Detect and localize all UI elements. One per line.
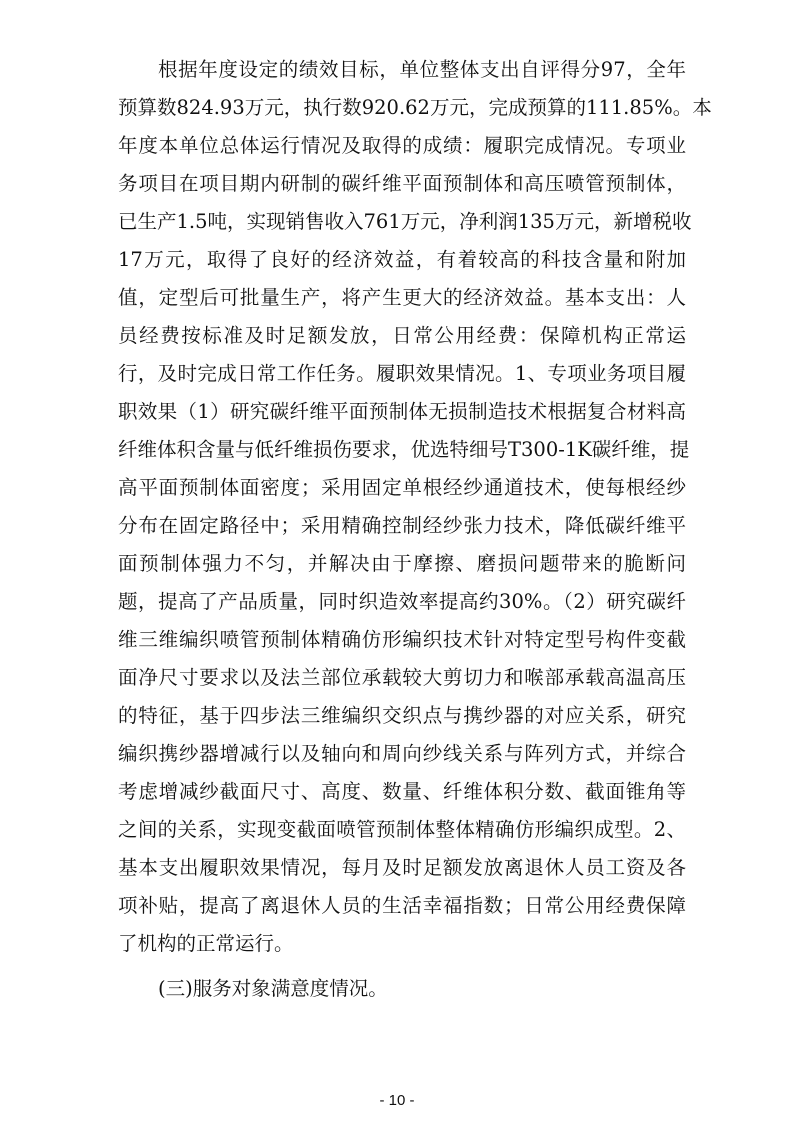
paragraph-line: 值，定型后可批量生产，将产生更大的经济效益。基本支出：人 (118, 286, 686, 309)
paragraph-line: 项补贴，提高了离退休人员的生活幸福指数；日常公用经费保障 (118, 894, 686, 917)
paragraph-line: 17万元，取得了良好的经济效益，有着较高的科技含量和附加 (118, 248, 686, 271)
paragraph-line: 编织携纱器增减行以及轴向和周向纱线关系与阵列方式，并综合 (118, 742, 686, 765)
paragraph-line: 预算数824.93万元，执行数920.62万元，完成预算的111.85%。本 (118, 96, 712, 119)
paragraph-line: 纤维体积含量与低纤维损伤要求，优选特细号T300-1K碳纤维，提 (118, 438, 690, 461)
paragraph-line: 考虑增减纱截面尺寸、高度、数量、纤维体积分数、截面锥角等 (118, 780, 686, 803)
paragraph-line: 维三维编织喷管预制体精确仿形编织技术针对特定型号构件变截 (118, 628, 686, 651)
paragraph-line: 基本支出履职效果情况，每月及时足额发放离退休人员工资及各 (118, 856, 686, 879)
paragraph-line: 面净尺寸要求以及法兰部位承载较大剪切力和喉部承载高温高压 (118, 666, 686, 689)
paragraph-line: 题，提高了产品质量，同时织造效率提高约30%。（2）研究碳纤 (118, 590, 686, 613)
paragraph-line: 已生产1.5吨，实现销售收入761万元，净利润135万元，新增税收 (118, 210, 692, 233)
paragraph-line: 了机构的正常运行。 (118, 932, 294, 955)
paragraph-line: 高平面预制体面密度；采用固定单根经纱通道技术，使每根经纱 (118, 476, 686, 499)
paragraph-line: 分布在固定路径中；采用精确控制经纱张力技术，降低碳纤维平 (118, 514, 686, 537)
paragraph-line: 面预制体强力不匀，并解决由于摩擦、磨损问题带来的脆断问 (118, 552, 686, 575)
paragraph-line: 务项目在项目期内研制的碳纤维平面预制体和高压喷管预制体， (118, 172, 686, 195)
page-number: - 10 - (379, 1092, 415, 1109)
paragraph-line: 职效果（1）研究碳纤维平面预制体无损制造技术根据复合材料高 (118, 400, 686, 423)
paragraph-line: 行，及时完成日常工作任务。履职效果情况。1、专项业务项目履 (118, 362, 686, 385)
paragraph-line: 的特征，基于四步法三维编织交织点与携纱器的对应关系，研究 (118, 704, 686, 727)
paragraph-line: 年度本单位总体运行情况及取得的成绩：履职完成情况。专项业 (118, 134, 686, 157)
section-heading: (三)服务对象满意度情况。 (158, 977, 388, 1000)
paragraph-line: 员经费按标准及时足额发放，日常公用经费：保障机构正常运 (118, 324, 686, 347)
paragraph-line: 根据年度设定的绩效目标，单位整体支出自评得分97，全年 (158, 58, 686, 81)
paragraph-line: 之间的关系，实现变截面喷管预制体整体精确仿形编织成型。2、 (118, 818, 686, 841)
